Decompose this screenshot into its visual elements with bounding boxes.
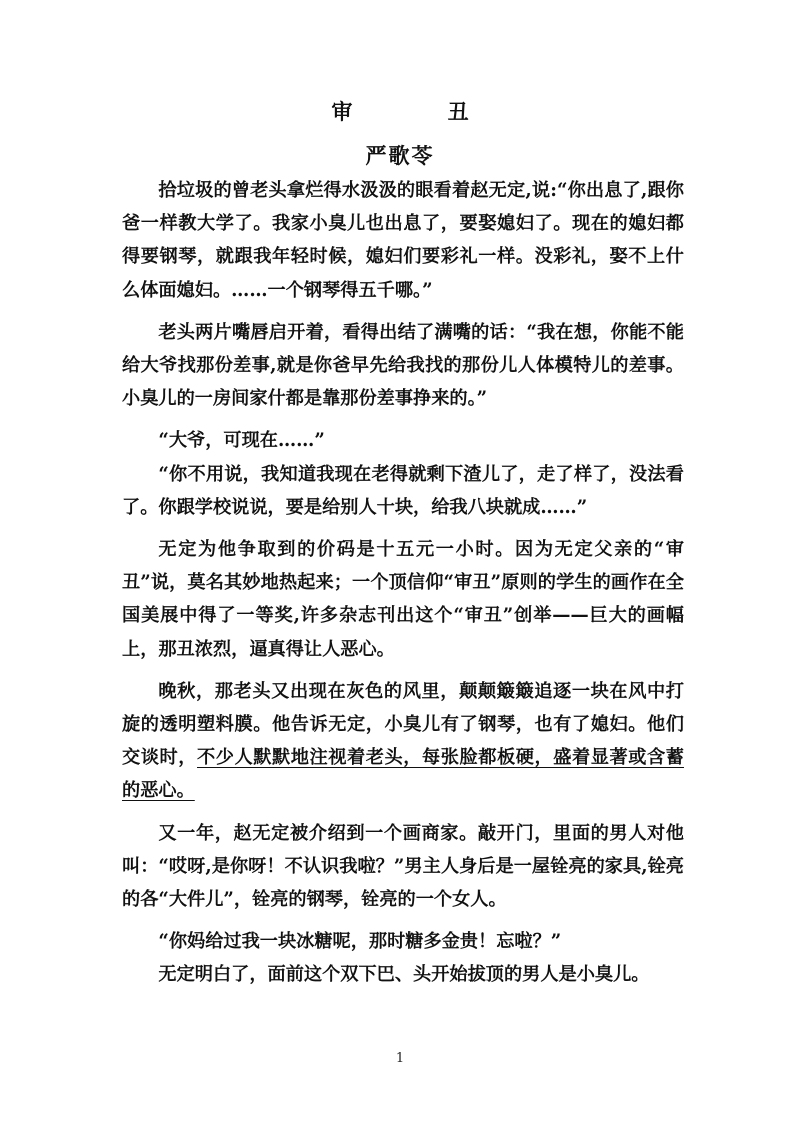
- paragraph-5: 无定为他争取到的价码是十五元一小时。因为无定父亲的“审丑”说，莫名其妙地热起来；一个顶信仰“审丑”原则的学生的画作在全国美展中得了一等奖,许多杂志刊出这个“审丑”创举——巨大的画幅上，那丑浓烈，逼真得让人恶心。: [122, 539, 684, 660]
- underlined-sentence: 不少人默默地注视着老头，每张脸都板硬，盛着显著或含蓄的恶心。: [122, 747, 684, 802]
- article-title: 审 丑: [331, 99, 513, 124]
- author-name: 严歌苓: [365, 143, 435, 168]
- paragraph-3: “大爷，可现在……”: [158, 430, 325, 452]
- paragraph-4: “你不用说，我知道我现在老得就剩下渣儿了，走了样了，没法看了。你跟学校说说，要是给别人十块，给我八块就成……”: [122, 463, 684, 518]
- paragraph-6-text: 晚秋，那老头又出现在灰色的风里，颠颠簸簸追逐一块在风中打旋的透明塑料膜。他告诉无定，小臭儿有了钢琴，也有了媳妇。他们交谈时，: [122, 680, 684, 769]
- page-number: 1: [395, 1051, 405, 1066]
- paragraph-1: 拾垃圾的曾老头拿烂得水汲汲的眼看着赵无定,说:“你出息了,跟你爸一样教大学了。我家小臭儿也出息了，要娶媳妇了。现在的媳妇都得要钢琴，就跟我年轻时候，媳妇们要彩礼一样。没彩礼，娶不上什么体面媳妇。……一个钢琴得五千哪。”: [122, 180, 684, 301]
- paragraph-6: [122, 675, 684, 808]
- paragraph-7: 又一年，赵无定被介绍到一个画商家。敲开门，里面的男人对他叫：“哎呀,是你呀！不认识我啦？”男主人身后是一屋铨亮的家具,铨亮的各“大件儿”，铨亮的钢琴，铨亮的一个女人。: [122, 822, 684, 911]
- paragraph-2: 老头两片嘴唇启开着，看得出结了满嘴的话：“我在想，你能不能给大爷找那份差事,就是你爸早先给我找的那份儿人体模特儿的差事。小臭儿的一房间家什都是靠那份差事挣来的。”: [122, 321, 684, 410]
- paragraph-8: “你妈给过我一块冰糖呢，那时糖多金贵！忘啦？”: [158, 931, 562, 953]
- paragraph-9: 无定明白了，面前这个双下巴、头开始拔顶的男人是小臭儿。: [158, 964, 650, 986]
- article-body: [122, 174, 684, 992]
